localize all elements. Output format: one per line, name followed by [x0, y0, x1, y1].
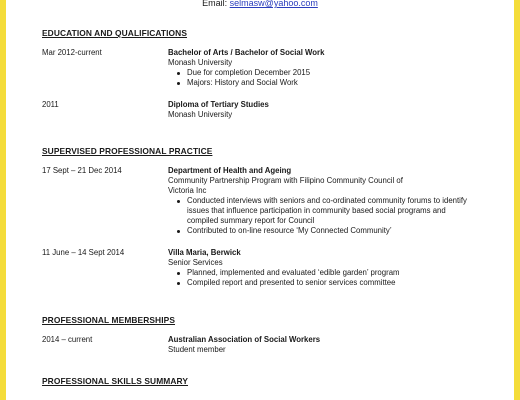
entry-line: Senior Services — [168, 258, 223, 267]
section-heading-education: EDUCATION AND QUALIFICATIONS — [42, 28, 188, 38]
entry-date: Mar 2012-current — [42, 48, 102, 57]
entry-title: Australian Association of Social Workers — [168, 335, 321, 344]
entry-detail — [168, 100, 468, 120]
resume-page — [6, 0, 514, 400]
bullet-item: Contributed to on-line resource ‘My Connected Community’ — [168, 226, 468, 236]
entry-line: Victoria Inc — [168, 186, 207, 195]
section-heading-practice: SUPERVISED PROFESSIONAL PRACTICE — [42, 146, 213, 156]
entry-date: 2011 — [42, 100, 59, 109]
entry-detail — [168, 335, 468, 355]
section-heading-skills: PROFESSIONAL SKILLS SUMMARY — [42, 376, 189, 386]
entry-detail — [168, 48, 468, 88]
contact-email-line — [6, 0, 514, 9]
bullet-item: Compiled report and presented to senior services committee — [168, 278, 468, 288]
email-label: Email: — [202, 0, 228, 8]
entry-bullets — [168, 268, 468, 288]
entry-line: Community Partnership Program with Filipino Community Council of — [168, 176, 403, 185]
entry-date: 2014 – current — [42, 335, 93, 344]
bullet-item: Due for completion December 2015 — [168, 68, 468, 78]
entry-detail — [168, 248, 468, 288]
email-link[interactable]: selmasw@yahoo.com — [229, 0, 318, 8]
entry-title: Diploma of Tertiary Studies — [168, 100, 269, 109]
entry-line: Monash University — [168, 110, 233, 119]
entry-line: Student member — [168, 345, 226, 354]
bullet-item: Conducted interviews with seniors and co-ordinated community forums to identify issues that influence participation in community based social programs and compiled summary report for Council — [168, 196, 468, 226]
entry-title: Bachelor of Arts / Bachelor of Social Work — [168, 48, 325, 57]
section-heading-memberships: PROFESSIONAL MEMBERSHIPS — [42, 315, 176, 325]
entry-bullets — [168, 68, 468, 88]
entry-title: Department of Health and Ageing — [168, 166, 292, 175]
entry-line: Monash University — [168, 58, 233, 67]
bullet-item: Planned, implemented and evaluated ‘edible garden’ program — [168, 268, 468, 278]
bullet-item: Majors: History and Social Work — [168, 78, 468, 88]
entry-title: Villa Maria, Berwick — [168, 248, 241, 257]
entry-bullets — [168, 196, 468, 236]
entry-date: 17 Sept – 21 Dec 2014 — [42, 166, 122, 175]
entry-detail — [168, 166, 468, 236]
entry-date: 11 June – 14 Sept 2014 — [42, 248, 125, 257]
